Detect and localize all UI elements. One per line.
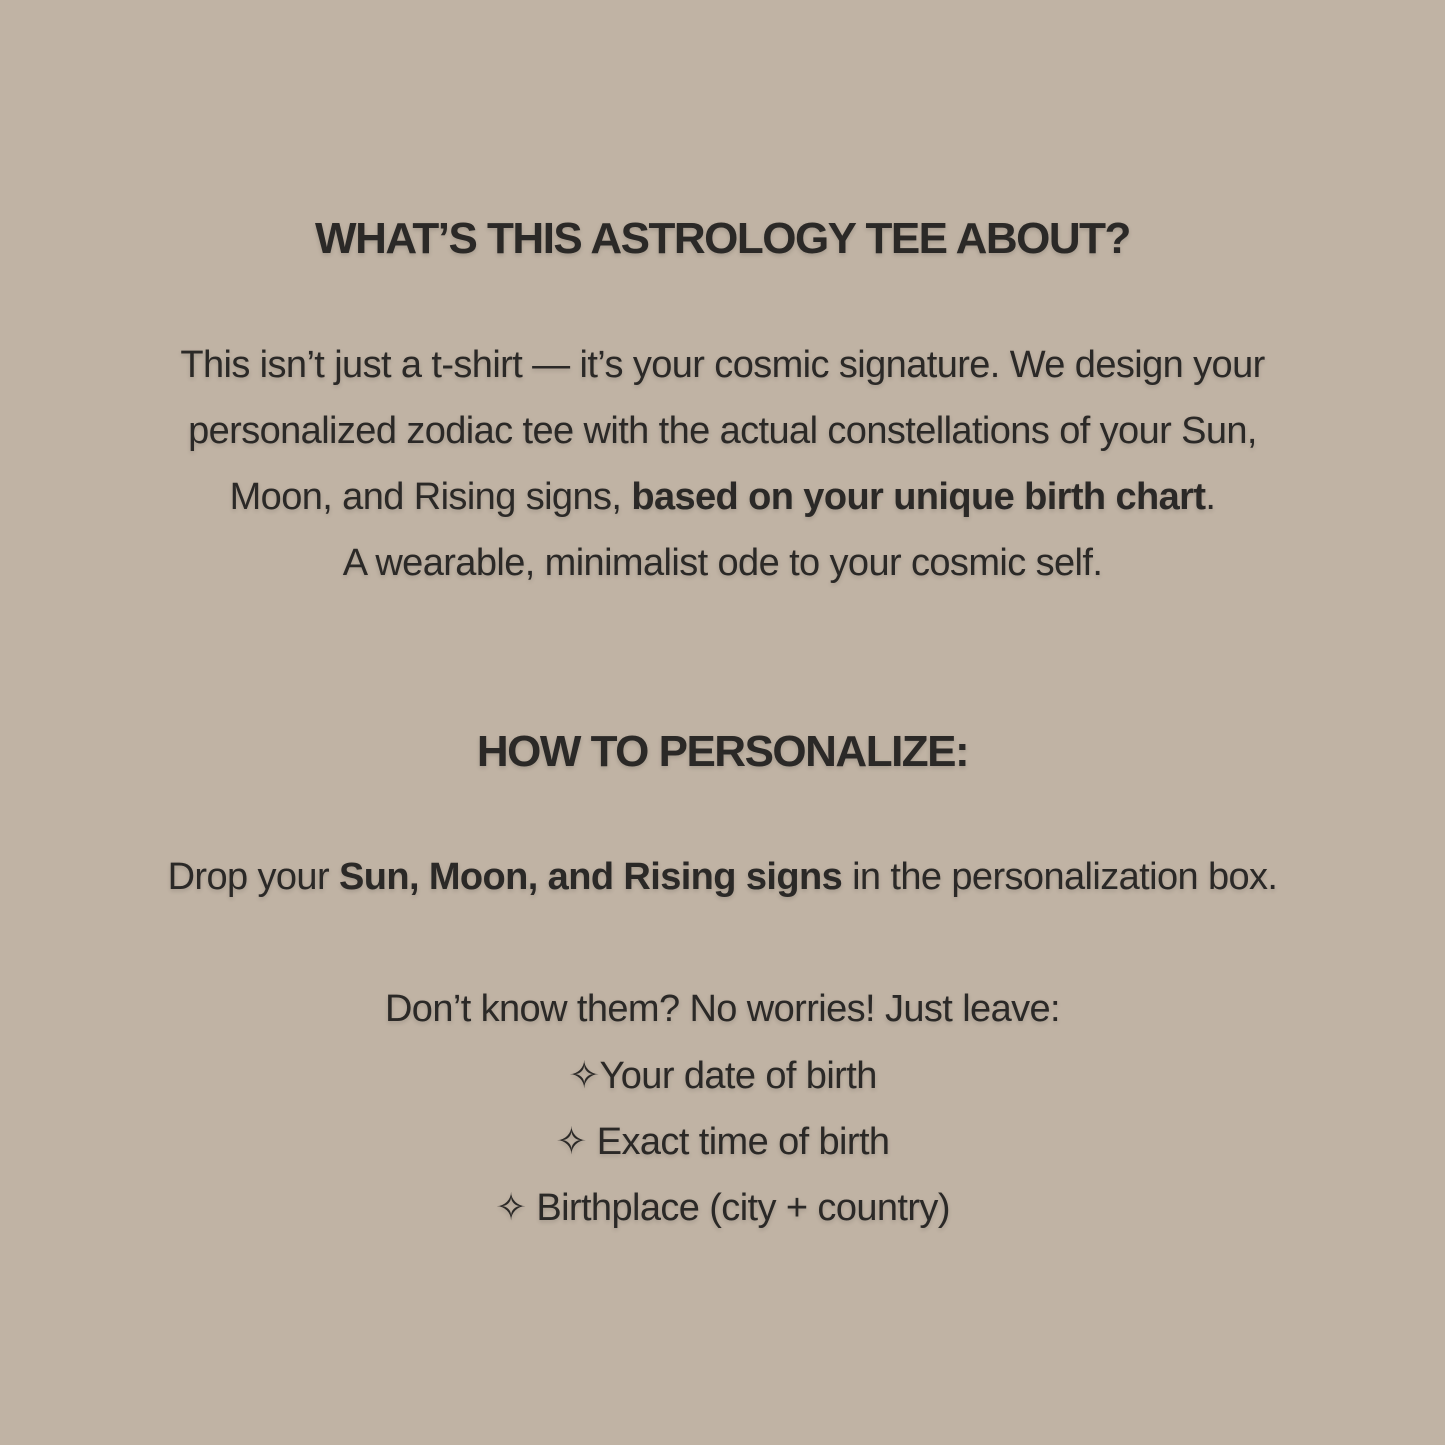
about-line-3-bold: based on your unique birth chart: [631, 476, 1206, 518]
list-item: [0, 1053, 1445, 1098]
sparkle-star-icon: ✧: [568, 1055, 600, 1097]
about-line-3: [0, 476, 1445, 519]
list-item-label: Birthplace (city + country): [526, 1187, 950, 1229]
sparkle-star-icon: ✧: [495, 1187, 527, 1229]
about-line-4: A wearable, minimalist ode to your cosmic self.: [342, 542, 1103, 584]
about-line-3-prefix: Moon, and Rising signs,: [229, 476, 632, 518]
heading-about: WHAT’S THIS ASTROLOGY TEE ABOUT?: [315, 214, 1130, 263]
instruction-prefix: Drop your: [167, 856, 339, 898]
list-item: [0, 1119, 1445, 1164]
sparkle-star-icon: ✧: [555, 1121, 587, 1163]
fallback-intro: Don’t know them? No worries! Just leave:: [384, 988, 1061, 1030]
instruction-bold: Sun, Moon, and Rising signs: [338, 856, 843, 898]
instruction-suffix: in the personalization box.: [842, 856, 1278, 898]
list-item: [0, 1185, 1445, 1230]
about-line-1: This isn’t just a t-shirt — it’s your cosmic signature. We design your: [180, 344, 1265, 386]
about-line-2: personalized zodiac tee with the actual constellations of your Sun,: [188, 410, 1257, 452]
list-item-label: Your date of birth: [599, 1055, 877, 1097]
heading-personalize: HOW TO PERSONALIZE:: [476, 727, 969, 776]
list-item-label: Exact time of birth: [586, 1121, 890, 1163]
about-line-3-suffix: .: [1205, 476, 1216, 518]
personalize-instruction: [0, 856, 1445, 899]
